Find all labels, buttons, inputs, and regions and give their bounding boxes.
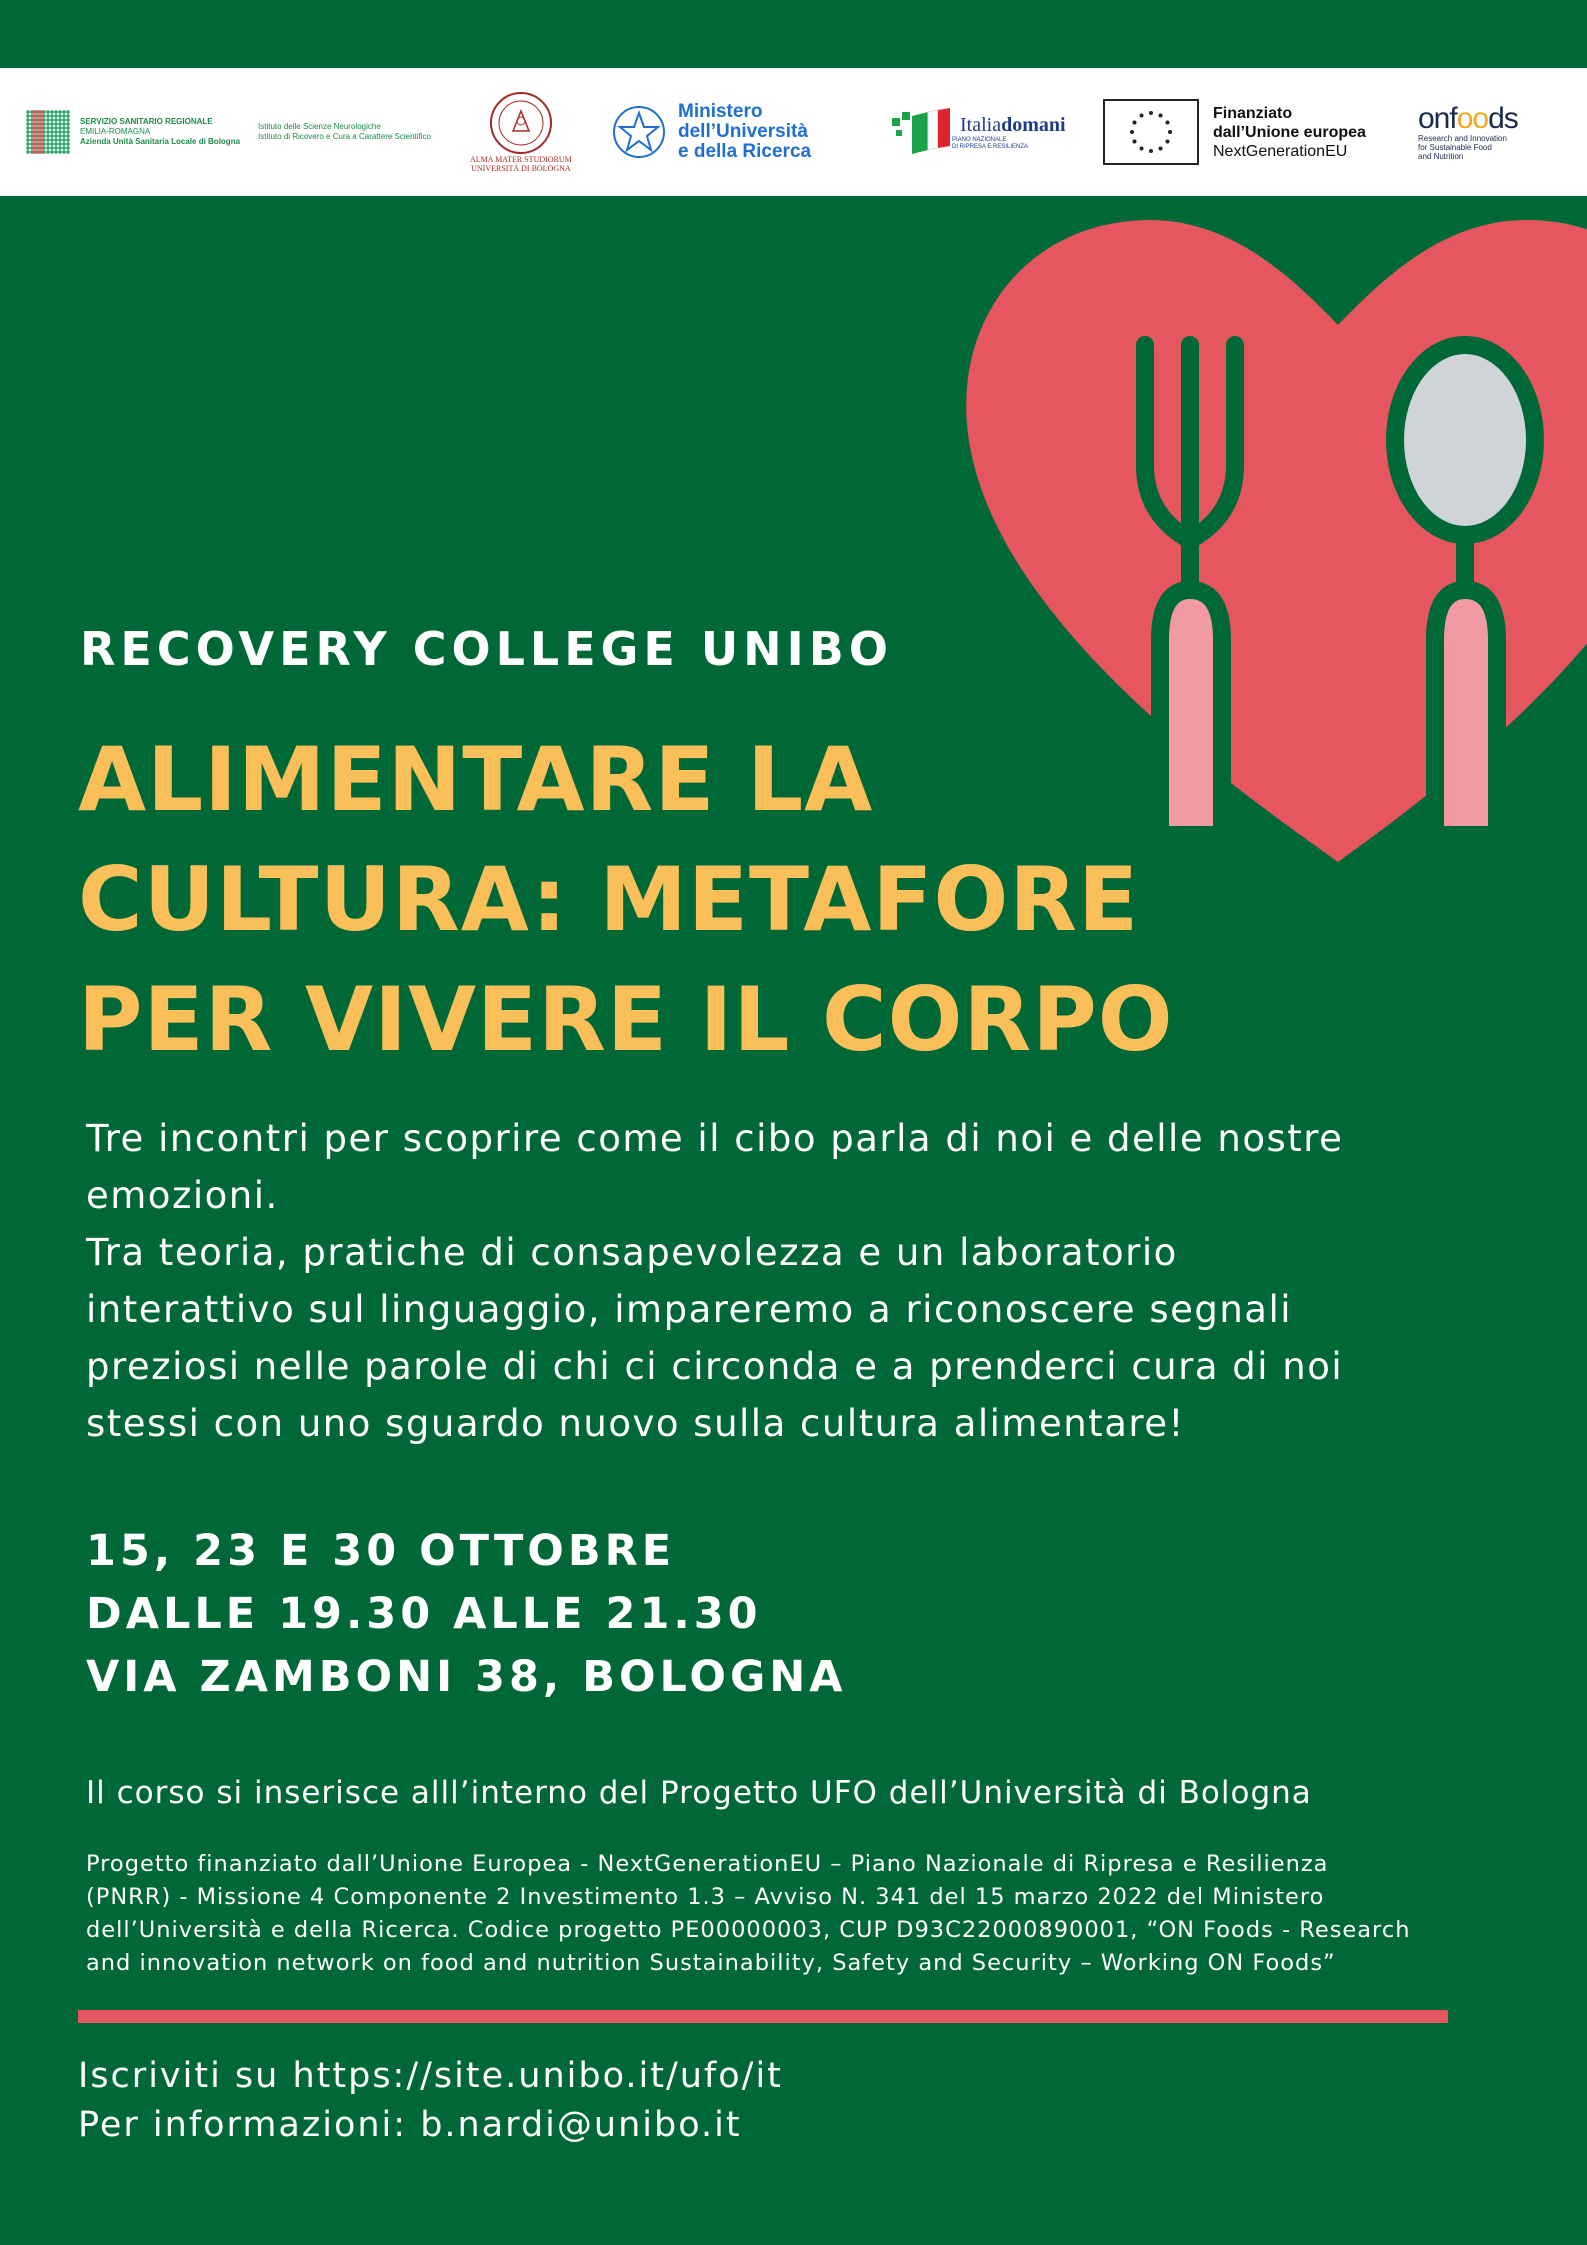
title-line: ALIMENTARE LA — [78, 728, 874, 831]
italian-emblem-icon — [610, 101, 668, 163]
eu-funding-logo: Finanziato dall’Unione europea NextGenerationEU — [1103, 68, 1366, 196]
event-time: DALLE 19.30 ALLE 21.30 — [86, 1589, 762, 1639]
signup-link[interactable]: Iscriviti su https://site.unibo.it/ufo/it — [78, 2056, 783, 2096]
italia-domani-flag-icon — [890, 106, 952, 158]
page-title — [78, 720, 1174, 1080]
title-line: PER VIVERE IL CORPO — [78, 968, 1174, 1071]
event-dates: 15, 23 E 30 OTTOBRE — [86, 1526, 676, 1576]
onfoods-logo: onfoods Research and Innovation for Sustainable Food and Nutrition — [1418, 101, 1518, 161]
mur-logo: Ministero dell’Università e della Ricerca — [610, 68, 811, 196]
logo-band — [0, 68, 1587, 196]
divider — [78, 2010, 1448, 2023]
intro-paragraph: Tre incontri per scoprire come il cibo parla di noi e delle nostre emozioni. Tra teoria, pratiche di consapevolezza e un laboratorio interattivo sul linguaggio, impareremo a riconoscere segnali preziosi nelle parole di chi ci circonda e a prenderci cura di noi stessi con uno sguardo nuovo sulla cultura alimentare! — [86, 1117, 1344, 1445]
kicker-heading: RECOVERY COLLEGE UNIBO — [80, 622, 893, 676]
ssr-dots-icon — [26, 110, 70, 154]
project-note: Il corso si inserisce alll’interno del Progetto UFO dell’Università di Bologna — [86, 1775, 1312, 1811]
unibo-seal-icon — [489, 91, 553, 155]
italia-domani-logo: Italiadomani PIANO NAZIONALE DI RIPRESA E RESILIENZA — [890, 68, 1066, 196]
contacts — [78, 2052, 783, 2150]
funding-disclaimer: Progetto finanziato dall’Unione Europea - NextGenerationEU – Piano Nazionale di Ripresa e Resilienza (PNRR) - Missione 4 Componente 2 Investimento 1.3 – Avviso N. 341 del 15 marzo 2022 del Ministero dell’Università e della Ricerca. Codice progetto PE00000003, CUP D93C22000890001, “ON Foods - Research and innovation network on food and nutrition Sustainability, Safety and Security – Working ON Foods” — [86, 1851, 1411, 1976]
event-place: VIA ZAMBONI 38, BOLOGNA — [86, 1652, 847, 1702]
info-email[interactable]: Per informazioni: b.nardi@unibo.it — [78, 2105, 742, 2145]
ausl-bologna-logo: SERVIZIO SANITARIO REGIONALE EMILIA-ROMAGNA Azienda Unità Sanitaria Locale di Bologna Istituto delle Scienze Neurologiche Istituto di Ricovero e Cura a Carattere Scientifico — [26, 68, 431, 196]
unibo-seal-logo: ALMA MATER STUDIORUM UNIVERSITÀ DI BOLOGNA — [470, 68, 572, 196]
event-details — [86, 1520, 847, 1709]
eu-flag-icon — [1103, 99, 1199, 165]
title-line: CULTURA: METAFORE — [78, 848, 1140, 951]
